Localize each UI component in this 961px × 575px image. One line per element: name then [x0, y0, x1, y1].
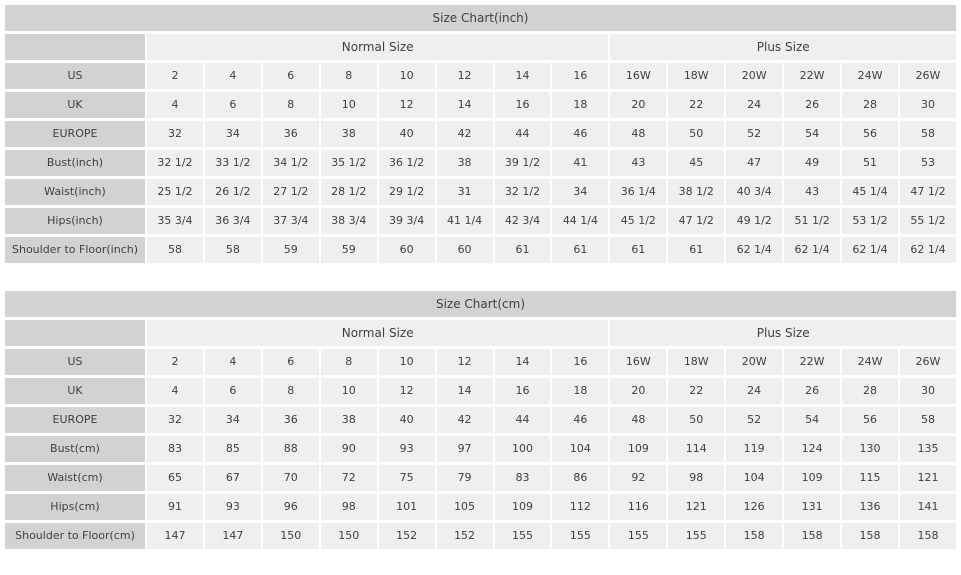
size-value-cell: 40	[379, 407, 435, 433]
size-value-cell: 6	[263, 63, 319, 89]
size-value-cell: 29 1/2	[379, 179, 435, 205]
table-row	[5, 237, 956, 263]
size-value-cell: 38 1/2	[668, 179, 724, 205]
size-value-cell: 49 1/2	[726, 208, 782, 234]
size-value-cell: 93	[205, 494, 261, 520]
size-value-cell: 45 1/2	[610, 208, 666, 234]
table-row	[5, 349, 956, 375]
size-value-cell: 43	[610, 150, 666, 176]
size-value-cell: 62 1/4	[842, 237, 898, 263]
size-value-cell: 32	[147, 407, 203, 433]
size-value-cell: 22	[668, 378, 724, 404]
size-value-cell: 152	[437, 523, 493, 549]
size-value-cell: 12	[437, 349, 493, 375]
size-value-cell: 55 1/2	[900, 208, 956, 234]
row-label: UK	[5, 378, 145, 404]
size-value-cell: 104	[552, 436, 608, 462]
size-value-cell: 97	[437, 436, 493, 462]
size-value-cell: 54	[784, 121, 840, 147]
size-value-cell: 10	[379, 63, 435, 89]
size-value-cell: 16	[552, 349, 608, 375]
size-value-cell: 38	[321, 407, 377, 433]
row-label: Bust(cm)	[5, 436, 145, 462]
size-value-cell: 47 1/2	[900, 179, 956, 205]
size-value-cell: 126	[726, 494, 782, 520]
size-value-cell: 16W	[610, 349, 666, 375]
size-value-cell: 155	[668, 523, 724, 549]
size-value-cell: 46	[552, 407, 608, 433]
size-value-cell: 20	[610, 378, 666, 404]
size-value-cell: 158	[784, 523, 840, 549]
size-value-cell: 109	[495, 494, 551, 520]
row-label: UK	[5, 92, 145, 118]
size-value-cell: 18W	[668, 63, 724, 89]
size-value-cell: 48	[610, 407, 666, 433]
size-value-cell: 155	[610, 523, 666, 549]
size-value-cell: 36 1/2	[379, 150, 435, 176]
size-value-cell: 36	[263, 121, 319, 147]
size-value-cell: 58	[205, 237, 261, 263]
size-value-cell: 158	[842, 523, 898, 549]
size-value-cell: 18W	[668, 349, 724, 375]
size-value-cell: 51 1/2	[784, 208, 840, 234]
size-value-cell: 155	[495, 523, 551, 549]
size-value-cell: 50	[668, 407, 724, 433]
size-value-cell: 6	[205, 378, 261, 404]
size-value-cell: 147	[205, 523, 261, 549]
size-value-cell: 24	[726, 92, 782, 118]
size-value-cell: 58	[900, 121, 956, 147]
table-row	[5, 494, 956, 520]
size-value-cell: 104	[726, 465, 782, 491]
table-row	[5, 378, 956, 404]
size-value-cell: 18	[552, 92, 608, 118]
size-value-cell: 2	[147, 349, 203, 375]
size-value-cell: 38	[321, 121, 377, 147]
size-value-cell: 36	[263, 407, 319, 433]
size-value-cell: 33 1/2	[205, 150, 261, 176]
size-value-cell: 38 3/4	[321, 208, 377, 234]
table-title-row	[5, 291, 956, 317]
size-value-cell: 56	[842, 407, 898, 433]
size-value-cell: 4	[205, 349, 261, 375]
size-value-cell: 75	[379, 465, 435, 491]
size-value-cell: 141	[900, 494, 956, 520]
group-header-row	[5, 320, 956, 346]
table-row	[5, 523, 956, 549]
size-value-cell: 6	[205, 92, 261, 118]
size-value-cell: 119	[726, 436, 782, 462]
size-value-cell: 28	[842, 92, 898, 118]
size-value-cell: 44	[495, 121, 551, 147]
size-value-cell: 14	[437, 378, 493, 404]
size-value-cell: 124	[784, 436, 840, 462]
size-value-cell: 39 1/2	[495, 150, 551, 176]
size-value-cell: 51	[842, 150, 898, 176]
size-value-cell: 40 3/4	[726, 179, 782, 205]
group-header-plus-size: Plus Size	[610, 34, 956, 60]
size-value-cell: 26 1/2	[205, 179, 261, 205]
size-value-cell: 26W	[900, 63, 956, 89]
table-title: Size Chart(cm)	[5, 291, 956, 317]
size-value-cell: 45	[668, 150, 724, 176]
size-value-cell: 32 1/2	[495, 179, 551, 205]
size-value-cell: 24	[726, 378, 782, 404]
size-value-cell: 83	[147, 436, 203, 462]
size-value-cell: 83	[495, 465, 551, 491]
table-row	[5, 63, 956, 89]
size-value-cell: 115	[842, 465, 898, 491]
size-value-cell: 34	[552, 179, 608, 205]
size-value-cell: 72	[321, 465, 377, 491]
size-value-cell: 49	[784, 150, 840, 176]
table-row	[5, 179, 956, 205]
size-value-cell: 44	[495, 407, 551, 433]
size-value-cell: 34	[205, 407, 261, 433]
size-value-cell: 155	[552, 523, 608, 549]
size-value-cell: 42 3/4	[495, 208, 551, 234]
size-value-cell: 100	[495, 436, 551, 462]
size-value-cell: 61	[668, 237, 724, 263]
table-head	[5, 5, 956, 60]
table-row	[5, 436, 956, 462]
table-row	[5, 407, 956, 433]
size-value-cell: 32 1/2	[147, 150, 203, 176]
size-value-cell: 26	[784, 378, 840, 404]
size-value-cell: 79	[437, 465, 493, 491]
size-value-cell: 24W	[842, 349, 898, 375]
group-header-normal-size: Normal Size	[147, 320, 608, 346]
size-value-cell: 70	[263, 465, 319, 491]
size-value-cell: 28 1/2	[321, 179, 377, 205]
size-value-cell: 37 3/4	[263, 208, 319, 234]
size-value-cell: 28	[842, 378, 898, 404]
size-value-cell: 14	[437, 92, 493, 118]
size-value-cell: 121	[668, 494, 724, 520]
size-value-cell: 47	[726, 150, 782, 176]
size-value-cell: 36 3/4	[205, 208, 261, 234]
size-value-cell: 26	[784, 92, 840, 118]
size-value-cell: 60	[379, 237, 435, 263]
size-value-cell: 101	[379, 494, 435, 520]
size-value-cell: 54	[784, 407, 840, 433]
row-label: Bust(inch)	[5, 150, 145, 176]
size-value-cell: 2	[147, 63, 203, 89]
table-body	[5, 63, 956, 263]
size-value-cell: 38	[437, 150, 493, 176]
size-value-cell: 4	[205, 63, 261, 89]
size-value-cell: 10	[379, 349, 435, 375]
size-value-cell: 32	[147, 121, 203, 147]
size-value-cell: 152	[379, 523, 435, 549]
size-value-cell: 35 1/2	[321, 150, 377, 176]
table-row	[5, 465, 956, 491]
row-label: Hips(inch)	[5, 208, 145, 234]
size-value-cell: 91	[147, 494, 203, 520]
size-value-cell: 98	[321, 494, 377, 520]
size-value-cell: 8	[321, 349, 377, 375]
size-value-cell: 12	[379, 92, 435, 118]
size-value-cell: 105	[437, 494, 493, 520]
size-value-cell: 12	[379, 378, 435, 404]
size-value-cell: 61	[610, 237, 666, 263]
size-value-cell: 4	[147, 378, 203, 404]
size-value-cell: 85	[205, 436, 261, 462]
size-value-cell: 25 1/2	[147, 179, 203, 205]
size-value-cell: 65	[147, 465, 203, 491]
size-value-cell: 135	[900, 436, 956, 462]
size-value-cell: 52	[726, 407, 782, 433]
size-value-cell: 109	[610, 436, 666, 462]
size-value-cell: 114	[668, 436, 724, 462]
row-label: EUROPE	[5, 121, 145, 147]
row-label: Shoulder to Floor(inch)	[5, 237, 145, 263]
size-value-cell: 8	[263, 92, 319, 118]
size-value-cell: 24W	[842, 63, 898, 89]
table-row	[5, 208, 956, 234]
size-value-cell: 130	[842, 436, 898, 462]
size-value-cell: 18	[552, 378, 608, 404]
size-value-cell: 53 1/2	[842, 208, 898, 234]
size-value-cell: 10	[321, 378, 377, 404]
size-value-cell: 39 3/4	[379, 208, 435, 234]
size-value-cell: 40	[379, 121, 435, 147]
size-value-cell: 35 3/4	[147, 208, 203, 234]
size-value-cell: 26W	[900, 349, 956, 375]
size-value-cell: 42	[437, 407, 493, 433]
size-value-cell: 16	[495, 92, 551, 118]
size-value-cell: 62 1/4	[726, 237, 782, 263]
table-title: Size Chart(inch)	[5, 5, 956, 31]
size-value-cell: 136	[842, 494, 898, 520]
size-value-cell: 58	[900, 407, 956, 433]
row-label: Waist(cm)	[5, 465, 145, 491]
size-value-cell: 34	[205, 121, 261, 147]
size-value-cell: 109	[784, 465, 840, 491]
size-value-cell: 4	[147, 92, 203, 118]
size-value-cell: 48	[610, 121, 666, 147]
size-value-cell: 43	[784, 179, 840, 205]
size-value-cell: 14	[495, 349, 551, 375]
size-value-cell: 30	[900, 92, 956, 118]
size-value-cell: 67	[205, 465, 261, 491]
size-value-cell: 147	[147, 523, 203, 549]
size-value-cell: 121	[900, 465, 956, 491]
table-body	[5, 349, 956, 549]
size-value-cell: 22W	[784, 349, 840, 375]
size-value-cell: 44 1/4	[552, 208, 608, 234]
size-chart-inch-table	[3, 2, 958, 266]
row-label: US	[5, 349, 145, 375]
size-value-cell: 27 1/2	[263, 179, 319, 205]
size-value-cell: 93	[379, 436, 435, 462]
size-value-cell: 60	[437, 237, 493, 263]
size-value-cell: 92	[610, 465, 666, 491]
corner-cell	[5, 34, 145, 60]
size-value-cell: 112	[552, 494, 608, 520]
row-label: US	[5, 63, 145, 89]
size-value-cell: 47 1/2	[668, 208, 724, 234]
size-value-cell: 86	[552, 465, 608, 491]
size-value-cell: 16	[552, 63, 608, 89]
size-value-cell: 158	[900, 523, 956, 549]
size-value-cell: 150	[321, 523, 377, 549]
size-value-cell: 20W	[726, 349, 782, 375]
size-value-cell: 45 1/4	[842, 179, 898, 205]
row-label: EUROPE	[5, 407, 145, 433]
size-value-cell: 6	[263, 349, 319, 375]
size-value-cell: 34 1/2	[263, 150, 319, 176]
size-value-cell: 42	[437, 121, 493, 147]
size-value-cell: 61	[495, 237, 551, 263]
group-header-normal-size: Normal Size	[147, 34, 608, 60]
size-value-cell: 30	[900, 378, 956, 404]
size-value-cell: 88	[263, 436, 319, 462]
size-value-cell: 41	[552, 150, 608, 176]
row-label: Hips(cm)	[5, 494, 145, 520]
size-value-cell: 46	[552, 121, 608, 147]
size-value-cell: 22W	[784, 63, 840, 89]
size-value-cell: 20	[610, 92, 666, 118]
size-value-cell: 16	[495, 378, 551, 404]
size-value-cell: 96	[263, 494, 319, 520]
group-header-plus-size: Plus Size	[610, 320, 956, 346]
size-value-cell: 41 1/4	[437, 208, 493, 234]
size-value-cell: 16W	[610, 63, 666, 89]
size-value-cell: 90	[321, 436, 377, 462]
size-value-cell: 158	[726, 523, 782, 549]
size-value-cell: 10	[321, 92, 377, 118]
table-head	[5, 291, 956, 346]
size-value-cell: 62 1/4	[784, 237, 840, 263]
size-value-cell: 12	[437, 63, 493, 89]
size-value-cell: 59	[263, 237, 319, 263]
size-value-cell: 58	[147, 237, 203, 263]
size-value-cell: 36 1/4	[610, 179, 666, 205]
size-value-cell: 98	[668, 465, 724, 491]
size-chart-cm-table	[3, 288, 958, 552]
size-value-cell: 8	[263, 378, 319, 404]
size-value-cell: 20W	[726, 63, 782, 89]
size-value-cell: 62 1/4	[900, 237, 956, 263]
table-row	[5, 92, 956, 118]
size-value-cell: 56	[842, 121, 898, 147]
size-value-cell: 8	[321, 63, 377, 89]
size-value-cell: 52	[726, 121, 782, 147]
table-row	[5, 150, 956, 176]
corner-cell	[5, 320, 145, 346]
table-title-row	[5, 5, 956, 31]
size-value-cell: 61	[552, 237, 608, 263]
size-value-cell: 50	[668, 121, 724, 147]
size-value-cell: 116	[610, 494, 666, 520]
row-label: Shoulder to Floor(cm)	[5, 523, 145, 549]
size-value-cell: 31	[437, 179, 493, 205]
group-header-row	[5, 34, 956, 60]
size-value-cell: 150	[263, 523, 319, 549]
size-value-cell: 59	[321, 237, 377, 263]
size-value-cell: 131	[784, 494, 840, 520]
size-value-cell: 53	[900, 150, 956, 176]
row-label: Waist(inch)	[5, 179, 145, 205]
table-row	[5, 121, 956, 147]
size-value-cell: 14	[495, 63, 551, 89]
size-value-cell: 22	[668, 92, 724, 118]
